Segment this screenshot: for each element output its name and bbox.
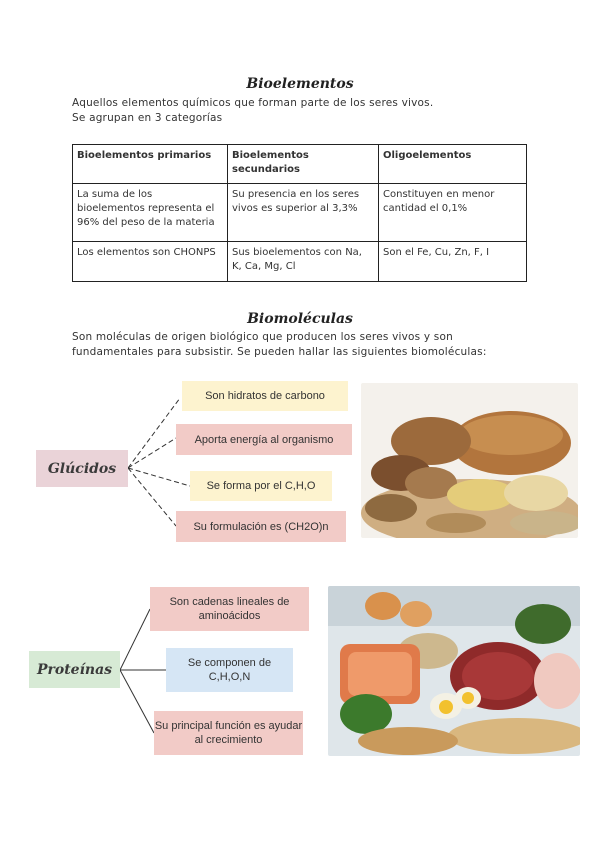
biomoleculas-intro-line1: Son moléculas de origen biológico que producen los seres vivos y son — [72, 331, 453, 343]
table-cell: Son el Fe, Cu, Zn, F, I — [379, 242, 527, 282]
bioelementos-intro-line2: Se agrupan en 3 categorías — [72, 112, 223, 124]
glucidos-item: Se forma por el C,H,O — [190, 471, 332, 501]
table-cell: La suma de los bioelementos representa el 96% del peso de la materia — [73, 184, 228, 242]
bioelementos-intro-line1: Aquellos elementos químicos que forman parte de los seres vivos. — [72, 97, 434, 109]
biomoleculas-intro-line2: fundamentales para subsistir. Se pueden hallar las siguientes biomoléculas: — [72, 346, 487, 358]
protein-foods-photo — [328, 586, 580, 756]
bioelementos-title: Bioelementos — [246, 76, 354, 92]
proteinas-item: Se componen de C,H,O,N — [166, 648, 293, 692]
glucidos-item: Su formulación es (CH2O)n — [176, 511, 346, 542]
table-cell: Sus bioelementos con Na, K, Ca, Mg, Cl — [228, 242, 379, 282]
table-cell: Su presencia en los seres vivos es superior al 3,3% — [228, 184, 379, 242]
table-cell: Constituyen en menor cantidad el 0,1% — [379, 184, 527, 242]
glucidos-item: Son hidratos de carbono — [182, 381, 348, 411]
glucidos-item: Aporta energía al organismo — [176, 424, 352, 455]
proteinas-item: Son cadenas lineales de aminoácidos — [150, 587, 309, 631]
biomoleculas-title: Biomoléculas — [247, 311, 353, 327]
proteinas-item: Su principal función es ayudar al crecimiento — [154, 711, 303, 755]
carbohydrate-foods-photo — [361, 383, 578, 538]
glucidos-tag: Glúcidos — [36, 450, 128, 487]
table-header-cell: Bioelementos secundarios — [228, 145, 379, 184]
proteinas-tag: Proteínas — [29, 651, 120, 688]
table-header-cell: Oligoelementos — [379, 145, 527, 184]
table-cell: Los elementos son CHONPS — [73, 242, 228, 282]
table-header-cell: Bioelementos primarios — [73, 145, 228, 184]
